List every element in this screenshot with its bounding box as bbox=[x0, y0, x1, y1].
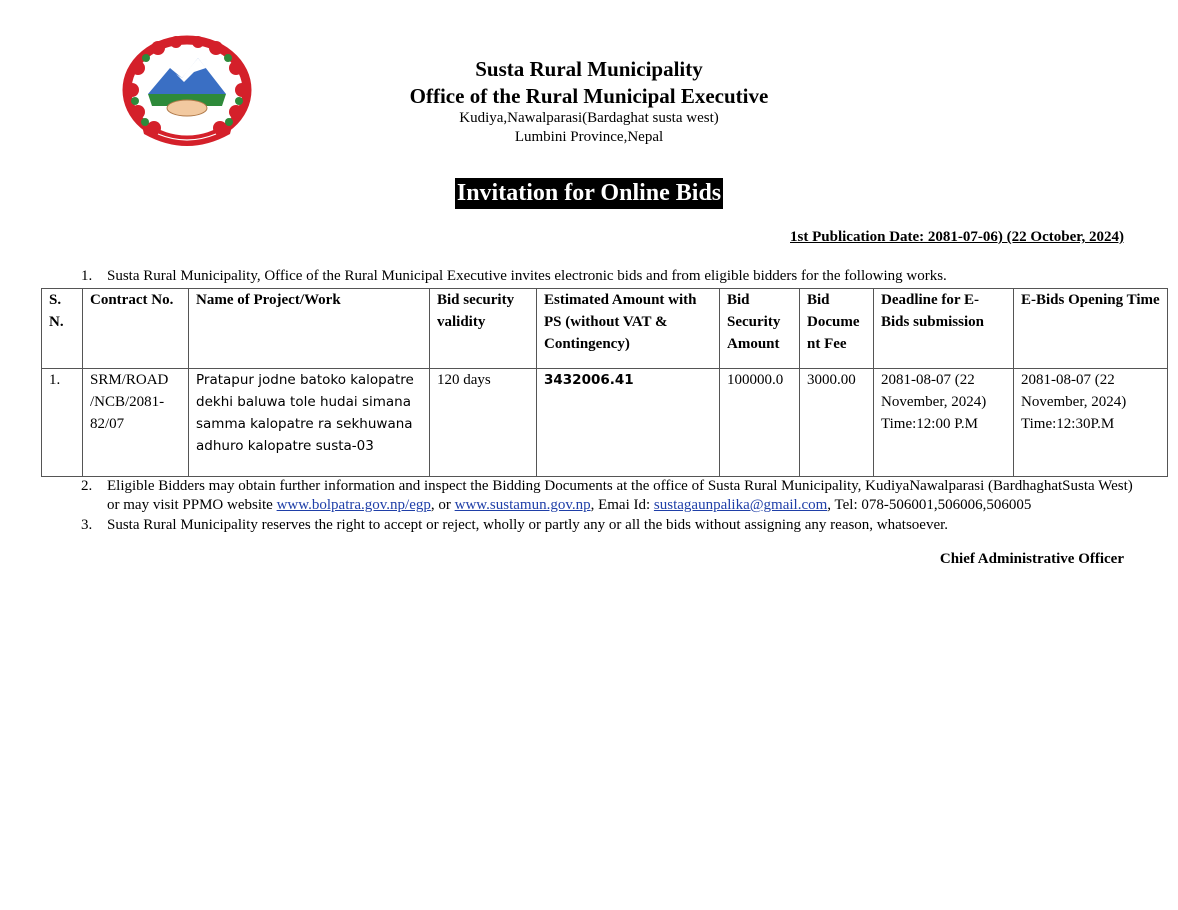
bolpatra-link[interactable]: www.bolpatra.gov.np/egp bbox=[276, 497, 431, 513]
header-deadline: Deadline for E-Bids submission bbox=[874, 289, 1014, 369]
header-sn: S. N. bbox=[42, 289, 83, 369]
paragraph-2-post: , Tel: 078-506001,506006,506005 bbox=[827, 497, 1032, 513]
sustamun-link[interactable]: www.sustamun.gov.np bbox=[454, 497, 591, 513]
email-link[interactable]: sustagaunpalika@gmail.com bbox=[653, 497, 828, 513]
paragraph-2-line-2 bbox=[107, 496, 1133, 515]
header-bid-security-validity: Bid security validity bbox=[430, 289, 537, 369]
header-project-name: Name of Project/Work bbox=[189, 289, 430, 369]
table-header-row bbox=[42, 289, 1168, 369]
office-name: Office of the Rural Municipal Executive bbox=[409, 84, 769, 108]
cell-deadline: 2081-08-07 (22 November, 2024) Time:12:00 P.M bbox=[874, 369, 1014, 477]
address-line-2: Lumbini Province,Nepal bbox=[514, 129, 664, 145]
paragraph-1 bbox=[81, 267, 1141, 287]
paragraph-3 bbox=[81, 516, 1141, 536]
letterhead bbox=[300, 56, 878, 147]
cell-project-name: Pratapur jodne batoko kalopatre dekhi baluwa tole hudai simana samma kalopatre ra sekhuwana adhuro kalopatre susta-03 bbox=[189, 369, 430, 477]
signatory-title: Chief Administrative Officer bbox=[939, 551, 1124, 567]
header-bid-security-amount: Bid Security Amount bbox=[720, 289, 800, 369]
cell-sn: 1. bbox=[42, 369, 83, 477]
paragraph-1-text: Susta Rural Municipality, Office of the Rural Municipal Executive invites electronic bids and from eligible bidders for the following works. bbox=[107, 268, 947, 284]
paragraph-2-mid-2: , Emai Id: bbox=[590, 497, 654, 513]
cell-estimated-amount: 3432006.41 bbox=[537, 369, 720, 477]
header-bid-document-fee: Bid Docume nt Fee bbox=[800, 289, 874, 369]
table-row bbox=[42, 369, 1168, 477]
notice-title: Invitation for Online Bids bbox=[455, 178, 723, 209]
bids-table bbox=[41, 288, 1168, 477]
cell-security-amount: 100000.0 bbox=[720, 369, 800, 477]
cell-contract-no: SRM/ROAD /NCB/2081-82/07 bbox=[83, 369, 189, 477]
header-estimated-amount: Estimated Amount with PS (without VAT & Contingency) bbox=[537, 289, 720, 369]
municipality-name: Susta Rural Municipality bbox=[475, 57, 703, 81]
paragraph-3-text: Susta Rural Municipality reserves the right to accept or reject, wholly or partly any or all the bids without assigning any reason, whatsoever. bbox=[107, 517, 949, 533]
paragraph-2-text bbox=[107, 477, 1133, 515]
publication-date: 1st Publication Date: 2081-07-06) (22 October, 2024) bbox=[790, 229, 1124, 245]
title-wrapper bbox=[0, 178, 1178, 209]
paragraph-2 bbox=[81, 477, 1141, 517]
header-contract-no: Contract No. bbox=[83, 289, 189, 369]
government-emblem-icon bbox=[118, 28, 256, 146]
header-opening-time: E-Bids Opening Time bbox=[1014, 289, 1168, 369]
paragraph-2-line-1: Eligible Bidders may obtain further information and inspect the Bidding Documents at the office of Susta Rural Municipality, KudiyaNawalparasi (BardhaghatSusta West) bbox=[107, 478, 1133, 494]
cell-validity: 120 days bbox=[430, 369, 537, 477]
paragraph-2-pre: or may visit PPMO website bbox=[107, 497, 277, 513]
paragraph-2-mid-1: , or bbox=[430, 497, 455, 513]
paragraph-2-number: 2. bbox=[81, 478, 93, 494]
paragraph-3-number: 3. bbox=[81, 517, 93, 533]
cell-document-fee: 3000.00 bbox=[800, 369, 874, 477]
cell-opening-time: 2081-08-07 (22 November, 2024) Time:12:30P.M bbox=[1014, 369, 1168, 477]
address-line-1: Kudiya,Nawalparasi(Bardaghat susta west) bbox=[459, 110, 719, 126]
paragraph-1-number: 1. bbox=[81, 268, 93, 284]
